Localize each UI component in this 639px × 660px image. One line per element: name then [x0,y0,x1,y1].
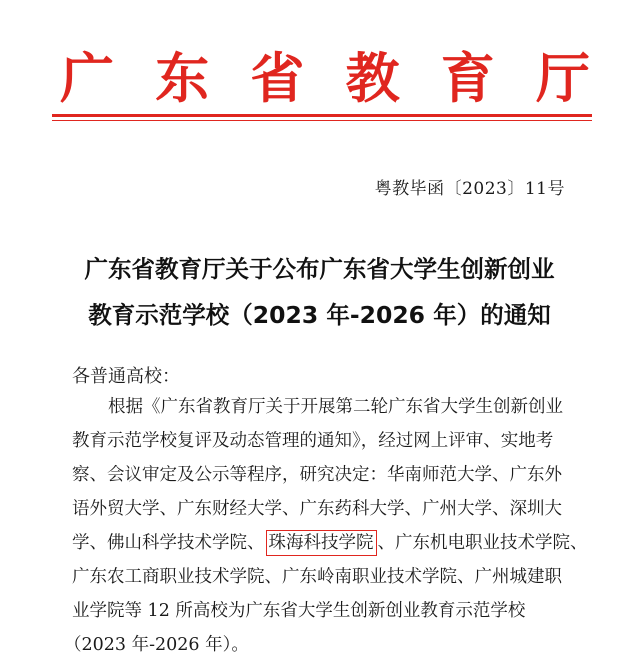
body-text-segment: 学、佛山科学技术学院、 [72,533,265,553]
salutation: 各普通高校： [72,366,180,387]
body-text-segment: 、广东机电职业技术学院、 [377,533,588,553]
body-line: 语外贸大学、广东财经大学、广东药科大学、广州大学、深圳大 [72,499,562,519]
body-line: 察、会议审定及公示等程序，研究决定：华南师范大学、广东外 [72,465,562,485]
masthead-divider-thin [52,120,592,121]
body-line [72,528,588,558]
masthead-title [60,44,590,112]
masthead-char: 育 [440,46,495,110]
masthead-char: 东 [155,46,210,110]
masthead-divider-thick [52,114,592,117]
notice-title [0,246,639,338]
body-line: 业学院等 12 所高校为广东省大学生创新创业教育示范学校 [72,601,526,621]
body-line: 教育示范学校复评及动态管理的通知》，经过网上评审、实地考 [72,431,554,451]
notice-title-line: 教育示范学校（2023 年-2026 年）的通知 [88,301,551,329]
highlighted-school-name: 珠海科技学院 [266,530,377,556]
body-line: 根据《广东省教育厅关于开展第二轮广东省大学生创新创业 [108,397,563,417]
masthead-char: 厅 [535,46,590,110]
body-line: （2023 年-2026 年）。 [64,635,249,655]
masthead-char: 省 [250,46,305,110]
notice-title-line: 广东省教育厅关于公布广东省大学生创新创业 [84,255,555,283]
body-line: 广东农工商职业技术学院、广东岭南职业技术学院、广州城建职 [72,567,562,587]
document-number: 粤教毕函〔2023〕11号 [374,179,565,199]
masthead-char: 教 [345,46,400,110]
masthead-char: 广 [60,46,114,110]
